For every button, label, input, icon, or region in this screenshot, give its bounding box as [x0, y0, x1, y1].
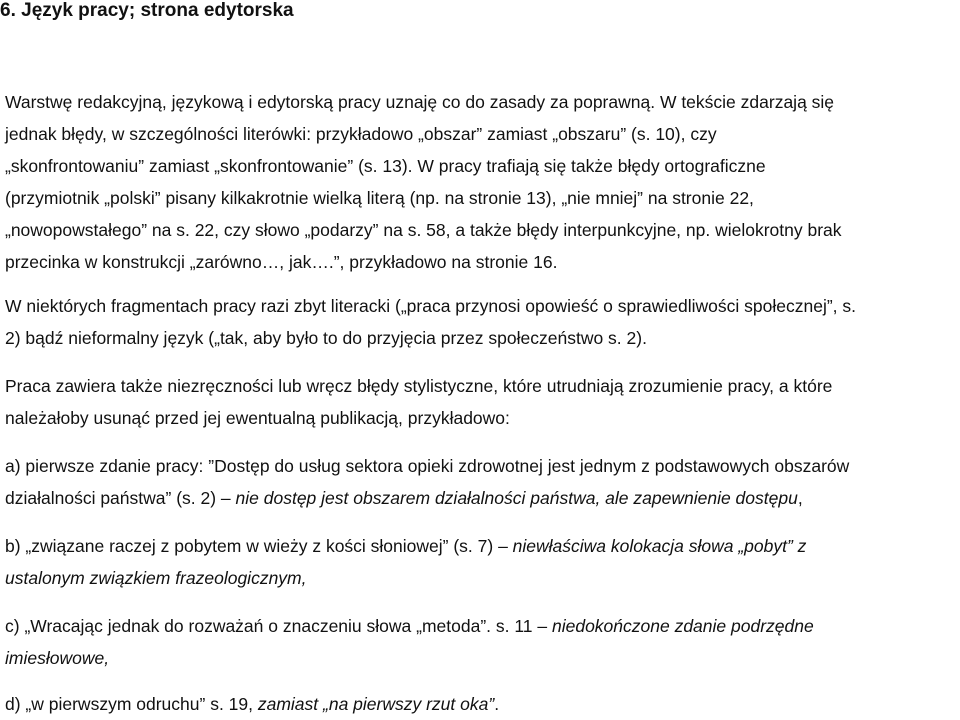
comment-italic: nie dostęp jest obszarem działalności państwa, ale zapewnienie dostępu [235, 488, 798, 508]
comment-italic: niewłaściwa kolokacja słowa „pobyt” z [512, 536, 807, 556]
comment-italic: niedokończone zdanie podrzędne [551, 616, 814, 636]
punctuation: . [494, 694, 500, 714]
text-line: jednak błędy, w szczególności literówki: przykładowo „obszar” zamiast „obszaru” (s. 10), czy [5, 124, 717, 144]
comment-italic: ustalonym związkiem frazeologicznym, [5, 568, 307, 588]
paragraph-style [5, 290, 955, 354]
text-line: d) „w pierwszym odruchu” s. 19, [5, 694, 258, 714]
punctuation: , [797, 488, 803, 508]
paragraph-stylistic [5, 370, 955, 434]
text-line: Warstwę redakcyjną, językową i edytorską pracy uznaję co do zasady za poprawną. W tekście zdarzają się [5, 92, 835, 112]
text-line: b) „związane raczej z pobytem w wieży z kości słoniowej” (s. 7) – [5, 536, 513, 556]
list-item-b [5, 530, 955, 594]
text-line: należałoby usunąć przed jej ewentualną publikacją, przykładowo: [5, 408, 510, 428]
paragraph-errors [5, 86, 955, 278]
text-line: „nowopowstałego” na s. 22, czy słowo „podarzy” na s. 58, a także błędy interpunkcyjne, np. wielokrotny brak [5, 220, 842, 240]
text-line: Praca zawiera także niezręczności lub wręcz błędy stylistyczne, które utrudniają zrozumienie pracy, a które [5, 376, 833, 396]
text-line: a) pierwsze zdanie pracy: ”Dostęp do usług sektora opieki zdrowotnej jest jednym z podstawowych obszarów [5, 456, 850, 476]
text-line: przecinka w konstrukcji „zarówno…, jak….”, przykładowo na stronie 16. [5, 252, 558, 272]
list-item-a [5, 450, 955, 514]
text-line: 2) bądź nieformalny język („tak, aby było to do przyjęcia przez społeczeństwo s. 2). [5, 328, 647, 348]
comment-italic: imiesłowowe, [5, 648, 110, 668]
text-line: c) „Wracając jednak do rozważań o znaczeniu słowa „metoda”. s. 11 – [5, 616, 552, 636]
list-item-c [5, 610, 955, 674]
comment-italic: zamiast „na pierwszy rzut oka” [257, 694, 495, 714]
text-line: działalności państwa” (s. 2) – [5, 488, 236, 508]
text-line: (przymiotnik „polski” pisany kilkakrotnie wielką literą (np. na stronie 13), „nie mniej” na stronie 22, [5, 188, 754, 208]
section-heading: 6. Język pracy; strona edytorska [0, 0, 294, 21]
text-line: „skonfrontowaniu” zamiast „skonfrontowanie” (s. 13). W pracy trafiają się także błędy ortograficzne [5, 156, 766, 176]
text-line: W niektórych fragmentach pracy razi zbyt literacki („praca przynosi opowieść o sprawiedliwości społecznej”, s. [5, 296, 857, 316]
list-item-d [5, 688, 955, 720]
